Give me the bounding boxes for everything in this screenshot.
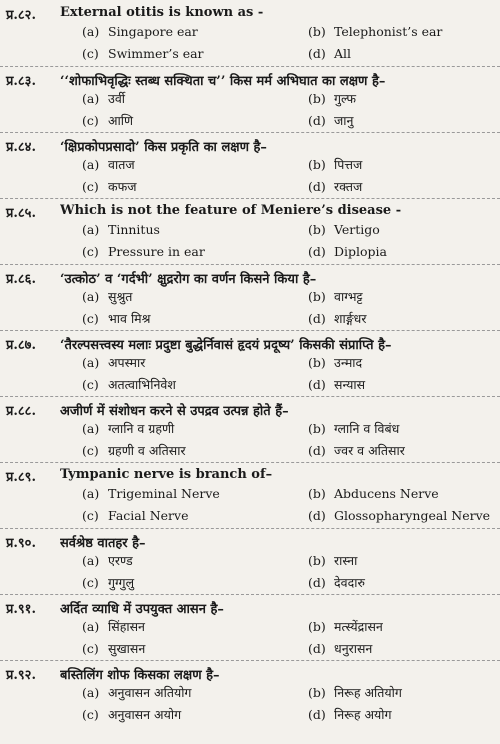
option-d: [308, 244, 387, 263]
option-text: अनुवासन अयोग: [108, 707, 182, 722]
question-block: [0, 530, 500, 595]
option-label: (c): [82, 641, 99, 656]
option-label: (b): [308, 91, 326, 106]
option-b: [308, 420, 399, 439]
question-number: प्र.८७.: [6, 338, 36, 353]
option-label: (a): [82, 619, 100, 634]
option-text: ग्लानि व ग्रहणी: [108, 421, 175, 436]
option-label: (d): [308, 46, 326, 61]
question-text: बस्तिलिंग शोफ किसका लक्षण है–: [60, 668, 220, 683]
option-text: Diplopia: [334, 244, 387, 259]
option-d: [308, 310, 366, 329]
option-d: [308, 178, 362, 197]
question-block: [0, 266, 500, 331]
option-d: [308, 574, 365, 593]
option-text: एरण्ड: [108, 553, 133, 568]
option-c: [82, 574, 134, 593]
option-text: निरूह अतियोग: [334, 685, 402, 700]
option-label: (b): [308, 553, 326, 568]
option-label: (d): [308, 641, 326, 656]
option-text: उर्वी: [108, 91, 126, 106]
option-text: कफज: [108, 179, 137, 194]
option-a: [82, 354, 145, 373]
question-text: ‘क्षिप्रकोपप्रसादो’ किस प्रकृति का लक्षण है–: [60, 140, 267, 155]
option-text: रक्तज: [334, 179, 363, 194]
option-a: [82, 156, 135, 175]
option-text: शार्ङ्गधर: [334, 311, 367, 326]
option-text: वाग्भट्ट: [334, 289, 363, 304]
option-label: (a): [82, 355, 100, 370]
option-c: [82, 178, 137, 197]
option-c: [82, 46, 204, 65]
option-label: (a): [82, 91, 100, 106]
option-c: [82, 244, 205, 263]
option-label: (d): [308, 508, 326, 523]
option-a: [82, 618, 145, 637]
option-text: मत्स्येंद्रासन: [334, 619, 383, 634]
option-b: [308, 354, 362, 373]
option-text: Facial Nerve: [108, 508, 189, 523]
option-text: Glossopharyngeal Nerve: [334, 508, 491, 523]
option-text: देवदारु: [334, 575, 365, 590]
option-label: (a): [82, 421, 100, 436]
option-d: [308, 442, 405, 461]
option-d: [308, 706, 392, 725]
option-a: [82, 420, 174, 439]
question-header: [0, 332, 500, 352]
question-text: अजीर्ण में संशोधन करने से उपद्रव उत्पन्न होते हैं–: [60, 404, 289, 419]
option-text: निरूह अयोग: [334, 707, 392, 722]
question-number: प्र.८४.: [6, 140, 36, 155]
question-block: [0, 2, 500, 67]
option-c: [82, 376, 176, 395]
option-a: [82, 288, 132, 307]
option-label: (c): [82, 244, 99, 259]
question-text: अर्दित व्याधि में उपयुक्त आसन है–: [60, 602, 224, 617]
question-block: [0, 134, 500, 199]
option-text: सिंहासन: [108, 619, 145, 634]
option-b: [308, 552, 357, 571]
option-text: ज्वर व अतिसार: [334, 443, 405, 458]
question-text: ‘उत्कोठ’ व ‘गर्दभी’ क्षुद्ररोग का वर्णन किसने किया है–: [60, 272, 317, 287]
option-label: (c): [82, 443, 99, 458]
question-text: External otitis is known as -: [60, 5, 264, 20]
option-text: सन्यास: [334, 377, 366, 392]
option-b: [308, 684, 402, 703]
question-number: प्र.९०.: [6, 536, 36, 551]
option-label: (b): [308, 685, 326, 700]
option-text: आणि: [108, 113, 134, 128]
option-a: [82, 222, 160, 241]
question-block: [0, 332, 500, 397]
question-number: प्र.९१.: [6, 602, 36, 617]
option-text: गुग्गुलु: [108, 575, 135, 590]
option-label: (b): [308, 289, 326, 304]
question-number: प्र.८६.: [6, 272, 36, 287]
option-label: (b): [308, 355, 326, 370]
option-text: Telephonist’s ear: [334, 24, 443, 39]
option-label: (d): [308, 575, 326, 590]
question-header: [0, 398, 500, 418]
option-text: Trigeminal Nerve: [108, 486, 220, 501]
question-text: ‘तैरल्पसत्त्वस्य मलाः प्रदुष्टा बुद्धेर्निवासं हृदयं प्रदूष्य’ किसकी संप्राप्ति है–: [60, 338, 392, 353]
question-number: प्र.८८.: [6, 404, 36, 419]
option-label: (a): [82, 24, 100, 39]
option-label: (a): [82, 486, 100, 501]
option-text: जानु: [334, 113, 354, 128]
option-b: [308, 90, 356, 109]
option-c: [82, 706, 181, 725]
option-a: [82, 684, 191, 703]
option-label: (c): [82, 377, 99, 392]
option-label: (c): [82, 508, 99, 523]
option-d: [308, 112, 353, 131]
option-label: (a): [82, 685, 100, 700]
question-block: [0, 662, 500, 726]
option-text: Swimmer’s ear: [108, 46, 204, 61]
option-text: अपस्मार: [108, 355, 146, 370]
question-number: प्र.८९.: [6, 470, 36, 485]
option-text: ग्लानि व विबंध: [334, 421, 400, 436]
option-text: Pressure in ear: [108, 244, 205, 259]
option-text: सुखासन: [108, 641, 146, 656]
option-label: (b): [308, 157, 326, 172]
question-header: [0, 662, 500, 682]
option-text: Abducens Nerve: [334, 486, 439, 501]
question-text: Tympanic nerve is branch of–: [60, 467, 273, 482]
question-text: Which is not the feature of Meniere’s disease -: [60, 203, 402, 218]
option-c: [82, 310, 151, 329]
option-label: (c): [82, 575, 99, 590]
question-block: [0, 68, 500, 133]
option-text: All: [334, 46, 352, 61]
option-b: [308, 222, 380, 241]
question-header: [0, 266, 500, 286]
option-text: अनुवासन अतियोग: [108, 685, 192, 700]
question-block: [0, 464, 500, 529]
question-text: सर्वश्रेष्ठ वातहर है–: [60, 536, 146, 551]
option-c: [82, 112, 133, 131]
question-number: प्र.९२.: [6, 668, 36, 683]
option-d: [308, 46, 351, 65]
question-header: [0, 68, 500, 88]
option-b: [308, 24, 442, 43]
option-text: अतत्वाभिनिवेश: [108, 377, 176, 392]
option-text: उन्माद: [334, 355, 363, 370]
question-header: [0, 200, 500, 220]
option-a: [82, 24, 198, 43]
option-a: [82, 552, 133, 571]
option-text: Singapore ear: [108, 24, 198, 39]
option-b: [308, 156, 362, 175]
option-text: भाव मिश्र: [108, 311, 151, 326]
option-label: (d): [308, 179, 326, 194]
question-header: [0, 2, 500, 22]
option-text: सुश्रुत: [108, 289, 133, 304]
option-a: [82, 486, 220, 505]
option-d: [308, 376, 365, 395]
option-text: Tinnitus: [108, 222, 160, 237]
option-label: (d): [308, 311, 326, 326]
question-header: [0, 530, 500, 550]
option-label: (d): [308, 443, 326, 458]
question-header: [0, 134, 500, 154]
option-b: [308, 618, 383, 637]
question-block: [0, 200, 500, 265]
option-label: (a): [82, 157, 100, 172]
option-c: [82, 508, 188, 527]
question-block: [0, 398, 500, 463]
option-label: (c): [82, 707, 99, 722]
option-label: (a): [82, 553, 100, 568]
option-label: (d): [308, 244, 326, 259]
question-number: प्र.८२.: [6, 8, 36, 23]
option-label: (d): [308, 377, 326, 392]
option-label: (c): [82, 113, 99, 128]
option-label: (b): [308, 486, 326, 501]
option-label: (d): [308, 113, 326, 128]
option-label: (b): [308, 24, 326, 39]
option-label: (c): [82, 179, 99, 194]
question-block: [0, 596, 500, 661]
option-d: [308, 508, 490, 527]
option-label: (c): [82, 46, 99, 61]
option-d: [308, 640, 372, 659]
option-text: पित्तज: [334, 157, 363, 172]
option-label: (c): [82, 311, 99, 326]
option-label: (a): [82, 289, 100, 304]
option-text: वातज: [108, 157, 135, 172]
option-label: (b): [308, 619, 326, 634]
option-label: (b): [308, 421, 326, 436]
option-c: [82, 640, 145, 659]
option-b: [308, 486, 439, 505]
option-label: (b): [308, 222, 326, 237]
option-text: ग्रहणी व अतिसार: [108, 443, 186, 458]
option-b: [308, 288, 363, 307]
option-label: (d): [308, 707, 326, 722]
option-text: गुल्फ: [334, 91, 357, 106]
question-header: [0, 596, 500, 616]
question-number: प्र.८३.: [6, 74, 36, 89]
question-header: [0, 464, 500, 484]
option-label: (a): [82, 222, 100, 237]
option-text: रास्ना: [334, 553, 358, 568]
question-number: प्र.८५.: [6, 206, 36, 221]
option-text: धनुरासन: [334, 641, 373, 656]
option-a: [82, 90, 125, 109]
question-text: ‘‘शोफाभिवृद्धिः स्तब्ध सक्थिता च’’ किस मर्म अभिघात का लक्षण है–: [60, 74, 386, 89]
option-c: [82, 442, 186, 461]
option-text: Vertigo: [334, 222, 380, 237]
